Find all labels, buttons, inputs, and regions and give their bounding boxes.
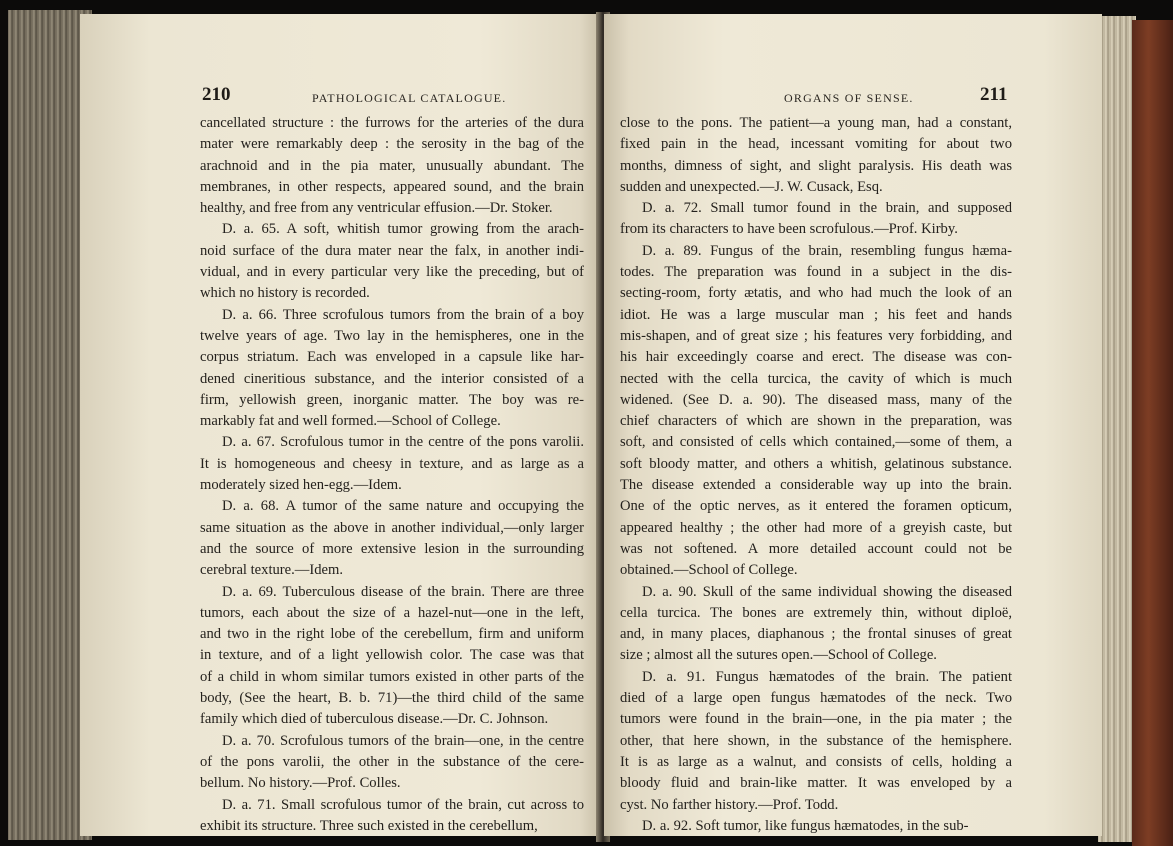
text-line: sudden and unexpected.—J. W. Cusack, Esq. bbox=[620, 178, 883, 195]
text-line: from its characters to have been scrofulous.—Prof. Kirby. bbox=[620, 221, 958, 238]
text-line: vidual, and in every particular very like the preceding, but of bbox=[200, 264, 584, 281]
right-page bbox=[604, 14, 1102, 836]
text-line: his hair exceedingly coarse and erect. The disease was con- bbox=[620, 349, 1012, 366]
left-page-number: 210 bbox=[202, 84, 231, 105]
text-line: fixed pain in the head, incessant vomiting for about two bbox=[620, 136, 1012, 153]
text-line: of the pons varolii, the other in the substance of the cere- bbox=[200, 753, 584, 770]
text-line: cancellated structure : the furrows for the arteries of the dura bbox=[200, 115, 584, 131]
text-line: was not softened. A more detailed account could not be bbox=[620, 540, 1012, 557]
text-line: D. a. 92. Soft tumor, like fungus hæmatodes, in the sub- bbox=[642, 817, 969, 834]
text-line: healthy, and free from any ventricular effusion.—Dr. Stoker. bbox=[200, 200, 553, 217]
right-running-head: ORGANS OF SENSE. bbox=[784, 91, 914, 105]
text-line: close to the pons. The patient—a young man, had a constant, bbox=[620, 115, 1012, 131]
text-line: idiot. He was a large muscular man ; his feet and hands bbox=[620, 306, 1012, 323]
book-cover-edge bbox=[1132, 20, 1173, 846]
text-line: which no history is recorded. bbox=[200, 285, 370, 302]
text-line: moderately sized hen-egg.—Idem. bbox=[200, 477, 402, 494]
text-line: D. a. 66. Three scrofulous tumors from the brain of a boy bbox=[222, 306, 584, 323]
text-line: size ; almost all the sutures open.—School of College. bbox=[620, 647, 937, 664]
text-line: cerebral texture.—Idem. bbox=[200, 562, 344, 579]
text-line: firm, yellowish green, inorganic matter. The boy was re- bbox=[200, 391, 584, 408]
text-line: D. a. 69. Tuberculous disease of the brain. There are three bbox=[222, 583, 584, 600]
text-line: arachnoid and in the pia mater, unusually abundant. The bbox=[200, 157, 584, 174]
text-line: body, (See the heart, B. b. 71)—the third child of the same bbox=[200, 690, 584, 707]
text-line: secting-room, forty ætatis, and who had much the look of an bbox=[620, 285, 1012, 302]
text-line: The disease extended a considerable way up into the brain. bbox=[620, 477, 1012, 494]
text-line: todes. The preparation was found in a subject in the dis- bbox=[620, 264, 1012, 281]
text-line: D. a. 70. Scrofulous tumors of the brain—one, in the centre bbox=[222, 732, 584, 749]
right-page-body bbox=[620, 113, 1012, 837]
text-line: bloody fluid and brain-like matter. It was enveloped by a bbox=[620, 775, 1012, 792]
text-line: D. a. 90. Skull of the same individual showing the diseased bbox=[642, 583, 1012, 600]
text-line: chief characters of which are shown in the preparation, was bbox=[620, 413, 1012, 430]
text-line: noid surface of the dura mater near the falx, in another indi- bbox=[200, 242, 584, 259]
text-line: membranes, in other respects, appeared sound, and the brain bbox=[200, 178, 584, 195]
text-line: months, dimness of sight, and slight paralysis. His death was bbox=[620, 157, 1012, 174]
text-line: widened. (See D. a. 90). The diseased mass, many of the bbox=[620, 391, 1012, 408]
right-page-edges bbox=[1098, 16, 1136, 842]
text-line: same situation as the above in another individual,—only larger bbox=[200, 519, 584, 536]
text-line: mis-shapen, and of great size ; his features very forbidding, and bbox=[620, 327, 1012, 344]
text-line: tumors, each about the size of a hazel-nut—one in the left, bbox=[200, 604, 584, 621]
text-line: D. a. 72. Small tumor found in the brain, and supposed bbox=[642, 200, 1012, 217]
text-line: markably fat and well formed.—School of College. bbox=[200, 413, 501, 430]
text-line: D. a. 67. Scrofulous tumor in the centre of the pons varolii. bbox=[222, 434, 584, 451]
text-line: D. a. 65. A soft, whitish tumor growing from the arach- bbox=[222, 221, 584, 238]
text-line: died of a large open fungus hæmatodes of the neck. Two bbox=[620, 690, 1012, 707]
right-page-number: 211 bbox=[980, 84, 1008, 105]
text-line: D. a. 68. A tumor of the same nature and occupying the bbox=[222, 498, 584, 515]
text-line: cella turcica. The bones are extremely thin, without diploë, bbox=[620, 604, 1012, 621]
text-line: of a child in whom similar tumors existed in other parts of the bbox=[200, 668, 584, 685]
text-line: D. a. 71. Small scrofulous tumor of the brain, cut across to bbox=[222, 796, 584, 813]
text-line: One of the optic nerves, as it entered the foramen opticum, bbox=[620, 498, 1012, 515]
text-line: dened cineritious substance, and the interior consisted of a bbox=[200, 370, 584, 387]
text-line: appeared healthy ; the other had more of a greyish caste, but bbox=[620, 519, 1012, 536]
text-line: exhibit its structure. Three such existed in the cerebellum, bbox=[200, 817, 538, 834]
text-line: and two in the right lobe of the cerebellum, firm and uniform bbox=[200, 626, 584, 643]
text-line: cyst. No farther history.—Prof. Todd. bbox=[620, 796, 839, 813]
text-line: D. a. 91. Fungus hæmatodes of the brain. The patient bbox=[642, 668, 1012, 685]
text-line: other, that here shown, in the substance of the hemisphere. bbox=[620, 732, 1012, 749]
text-line: It is homogeneous and cheesy in texture, and as large as a bbox=[200, 455, 584, 472]
text-line: soft bloody matter, and others a whitish, gelatinous substance. bbox=[620, 455, 1012, 472]
left-page-body bbox=[200, 113, 584, 837]
text-line: in texture, and of a light yellowish color. The case was that bbox=[200, 647, 584, 664]
text-line: tumors were found in the brain—one, in the pia mater ; the bbox=[620, 711, 1012, 728]
left-page bbox=[80, 14, 600, 836]
text-line: It is as large as a walnut, and consists of cells, holding a bbox=[620, 753, 1012, 770]
text-line: and, in many places, diaphanous ; the frontal sinuses of great bbox=[620, 626, 1012, 643]
text-line: mater were remarkably deep : the serosity in the bag of the bbox=[200, 136, 584, 153]
text-line: nected with the cella turcica, the cavity of which is much bbox=[620, 370, 1012, 387]
text-line: soft, and consisted of cells which contained,—some of them, a bbox=[620, 434, 1012, 451]
text-line: family which died of tuberculous disease.—Dr. C. Johnson. bbox=[200, 711, 549, 728]
text-line: and the source of more extensive lesion in the surrounding bbox=[200, 540, 584, 557]
left-running-head: PATHOLOGICAL CATALOGUE. bbox=[312, 91, 507, 105]
text-line: twelve years of age. Two lay in the hemispheres, one in the bbox=[200, 327, 584, 344]
text-line: bellum. No history.—Prof. Colles. bbox=[200, 775, 401, 792]
text-line: D. a. 89. Fungus of the brain, resembling fungus hæma- bbox=[642, 242, 1012, 259]
text-line: obtained.—School of College. bbox=[620, 562, 798, 579]
text-line: corpus striatum. Each was enveloped in a capsule like har- bbox=[200, 349, 584, 366]
